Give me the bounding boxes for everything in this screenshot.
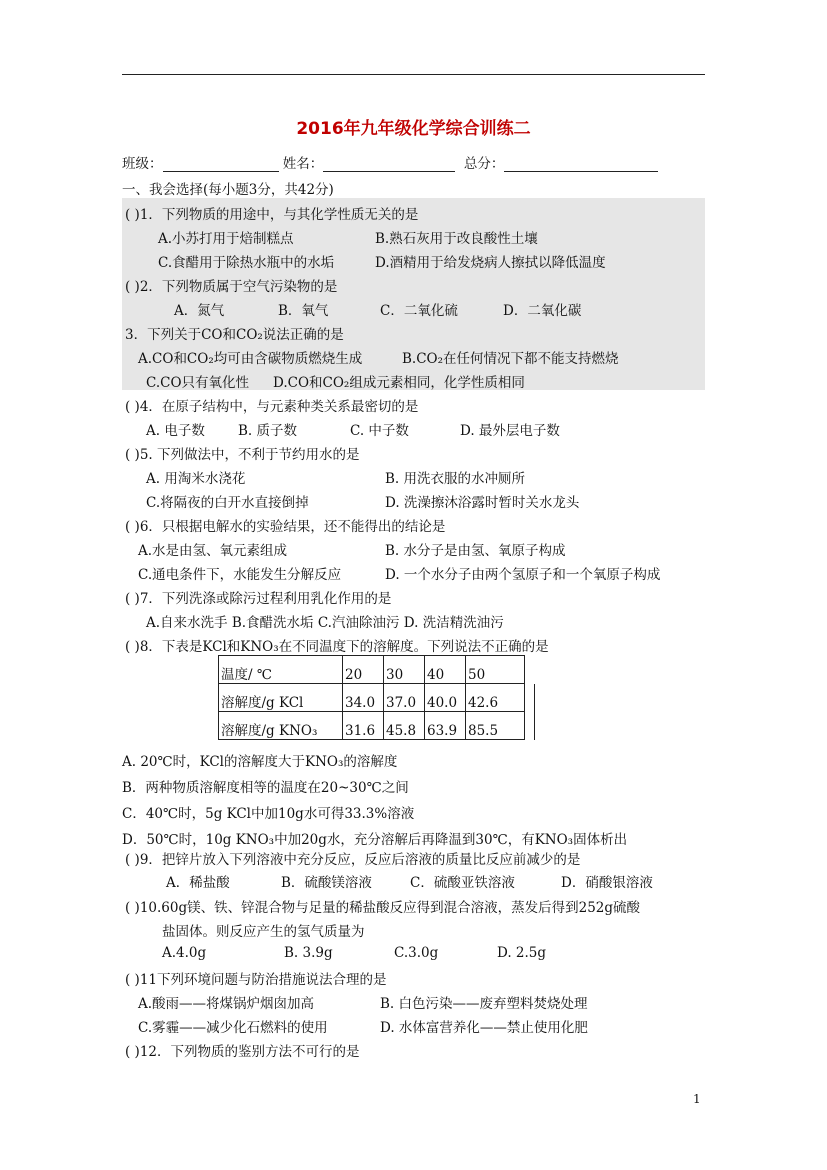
table-cell: 50 bbox=[466, 656, 525, 684]
section-heading: 一、我会选择(每小题3分，共42分) bbox=[122, 182, 334, 198]
q1-option-a: A.小苏打用于焙制糕点 bbox=[158, 231, 294, 247]
q2-option-b: B．氧气 bbox=[278, 303, 329, 319]
q4-option-b: B. 质子数 bbox=[238, 423, 298, 439]
q10-option-b: B. 3.9g bbox=[284, 945, 333, 961]
q9-option-a: A．稀盐酸 bbox=[166, 875, 230, 891]
table-row bbox=[219, 712, 525, 740]
q4-option-d: D. 最外层电子数 bbox=[460, 423, 560, 439]
question-4: ( )4．在原子结构中，与元素种类关系最密切的是 bbox=[125, 399, 419, 415]
table-cell: 85.5 bbox=[466, 712, 525, 740]
table-cell: 31.6 bbox=[343, 712, 384, 740]
table-cell: 40.0 bbox=[425, 684, 466, 712]
q9-option-b: B．硫酸镁溶液 bbox=[281, 875, 372, 891]
q5-option-c: C.将隔夜的白开水直接倒掉 bbox=[146, 495, 309, 511]
page-title: 2016年九年级化学综合训练二 bbox=[296, 119, 531, 139]
q10-option-c: C.3.0g bbox=[394, 945, 439, 961]
question-10: ( )10.60g镁、铁、锌混合物与足量的稀盐酸反应得到混合溶液，蒸发后得到252g硫酸 bbox=[125, 900, 641, 916]
q11-option-a: A.酸雨——将煤锅炉烟囱加高 bbox=[138, 996, 315, 1012]
name-field[interactable] bbox=[323, 156, 455, 172]
q3-option-b: B.CO₂在任何情况下都不能支持燃烧 bbox=[402, 351, 619, 367]
table-cell: 溶解度/g KNO₃ bbox=[219, 712, 343, 740]
q2-option-c: C．二氧化硫 bbox=[380, 303, 458, 319]
q9-option-d: D．硝酸银溶液 bbox=[561, 875, 653, 891]
q1-option-b: B.熟石灰用于改良酸性土壤 bbox=[375, 231, 538, 247]
q5-option-b: B. 用洗衣服的水冲厕所 bbox=[385, 471, 526, 487]
class-label: 班级： bbox=[122, 156, 163, 172]
table-cell: 溶解度/g KCl bbox=[219, 684, 343, 712]
q10-option-a: A.4.0g bbox=[162, 945, 207, 961]
q3-option-a: A.CO和CO₂均可由含碳物质燃烧生成 bbox=[138, 351, 363, 367]
table-cell: 45.8 bbox=[384, 712, 425, 740]
q3-option-d: D.CO和CO₂组成元素相同，化学性质相同 bbox=[273, 375, 525, 391]
table-cell: 温度/ ℃ bbox=[219, 656, 343, 684]
q5-option-d: D. 洗澡擦沐浴露时暂时关水龙头 bbox=[385, 495, 580, 511]
q4-option-c: C. 中子数 bbox=[350, 423, 409, 439]
q11-option-d: D. 水体富营养化——禁止使用化肥 bbox=[380, 1020, 588, 1036]
q4-option-a: A. 电子数 bbox=[146, 423, 205, 439]
top-rule bbox=[122, 74, 705, 75]
question-1: ( )1．下列物质的用途中，与其化学性质无关的是 bbox=[125, 207, 419, 223]
table-edge-line bbox=[534, 684, 535, 740]
q9-option-c: C．硫酸亚铁溶液 bbox=[410, 875, 515, 891]
score-field[interactable] bbox=[504, 156, 658, 172]
q6-option-b: B. 水分子是由氢、氧原子构成 bbox=[385, 543, 566, 559]
question-7: ( )7．下列洗涤或除污过程利用乳化作用的是 bbox=[125, 591, 392, 607]
score-label: 总分： bbox=[463, 156, 505, 172]
table-cell: 34.0 bbox=[343, 684, 384, 712]
class-field[interactable] bbox=[163, 156, 279, 172]
table-cell: 20 bbox=[343, 656, 384, 684]
q11-option-b: B. 白色污染——废弃塑料焚烧处理 bbox=[380, 996, 588, 1012]
solubility-table bbox=[218, 655, 525, 740]
question-3: 3．下列关于CO和CO₂说法正确的是 bbox=[125, 327, 344, 343]
table-row bbox=[219, 684, 525, 712]
q1-option-d: D.酒精用于给发烧病人擦拭以降低温度 bbox=[375, 255, 606, 271]
table-cell: 30 bbox=[384, 656, 425, 684]
page-number: 1 bbox=[693, 1092, 701, 1106]
q7-options: A.自来水洗手 B.食醋洗水垢 C.汽油除油污 D. 洗洁精洗油污 bbox=[146, 615, 504, 631]
table-cell: 37.0 bbox=[384, 684, 425, 712]
q6-option-d: D. 一个水分子由两个氢原子和一个氧原子构成 bbox=[385, 567, 661, 583]
name-label: 姓名： bbox=[282, 156, 324, 172]
table-cell: 40 bbox=[425, 656, 466, 684]
question-2: ( )2．下列物质属于空气污染物的是 bbox=[125, 279, 338, 295]
question-6: ( )6．只根据电解水的实验结果，还不能得出的结论是 bbox=[125, 519, 446, 535]
q1-option-c: C.食醋用于除热水瓶中的水垢 bbox=[158, 255, 335, 271]
q8-option-c: C．40℃时，5g KCl中加10g水可得33.3%溶液 bbox=[122, 806, 415, 822]
question-5: ( )5. 下列做法中，不利于节约用水的是 bbox=[125, 447, 360, 463]
table-cell: 63.9 bbox=[425, 712, 466, 740]
q2-option-a: A．氮气 bbox=[174, 303, 225, 319]
header-fields bbox=[122, 152, 658, 172]
table-row bbox=[219, 656, 525, 684]
q2-option-d: D．二氧化碳 bbox=[503, 303, 582, 319]
q3-option-c: C.CO只有氧化性 bbox=[146, 375, 250, 391]
q8-option-b: B．两种物质溶解度相等的温度在20~30℃之间 bbox=[122, 780, 409, 796]
question-8: ( )8．下表是KCl和KNO₃在不同温度下的溶解度。下列说法不正确的是 bbox=[125, 639, 549, 655]
q11-option-c: C.雾霾——减少化石燃料的使用 bbox=[138, 1020, 328, 1036]
q5-option-a: A. 用淘米水浇花 bbox=[146, 471, 246, 487]
table-cell: 42.6 bbox=[466, 684, 525, 712]
q6-option-a: A.水是由氢、氧元素组成 bbox=[138, 543, 288, 559]
q6-option-c: C.通电条件下，水能发生分解反应 bbox=[138, 567, 342, 583]
q10-option-d: D. 2.5g bbox=[497, 945, 547, 961]
question-9: ( )9．把锌片放入下列溶液中充分反应，反应后溶液的质量比反应前减少的是 bbox=[125, 852, 581, 868]
question-11: ( )11下列环境问题与防治措施说法合理的是 bbox=[125, 972, 387, 988]
q8-option-d: D．50℃时，10g KNO₃中加20g水，充分溶解后再降温到30℃，有KNO₃固体析出 bbox=[122, 832, 628, 848]
q8-option-a: A. 20℃时，KCl的溶解度大于KNO₃的溶解度 bbox=[122, 754, 398, 770]
question-10-cont: 盐固体。则反应产生的氢气质量为 bbox=[162, 924, 365, 940]
question-12: ( )12．下列物质的鉴别方法不可行的是 bbox=[125, 1044, 360, 1060]
